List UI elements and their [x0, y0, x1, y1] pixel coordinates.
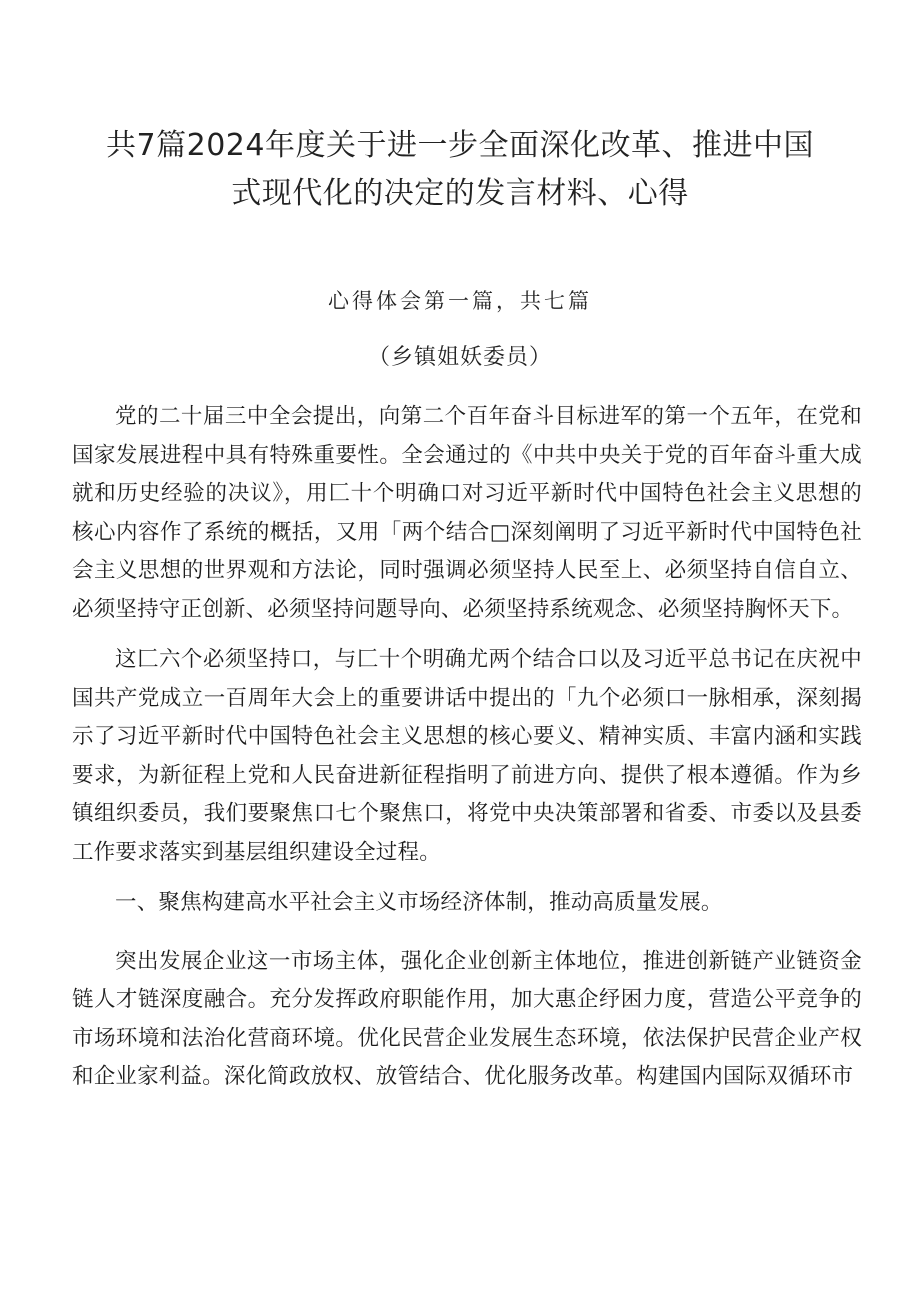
body-paragraph-1: 党的二十届三中全会提出，向第二个百年奋斗目标进军的第一个五年，在党和国家发展进程中具有特殊重要性。全会通过的《中共中央关于党的百年奋斗重大成就和历史经验的决议》，用匚十个明确口对习近平新时代中国特色社会主义思想的核心内容作了系统的概括，又用「两个结合□深刻阐明了习近平新时代中国特色社会主义思想的世界观和方法论，同时强调必须坚持人民至上、必须坚持自信自立、必须坚持守正创新、必须坚持问题导向、必须坚持系统观念、必须坚持胸怀天下。	[72, 404, 862, 622]
document-title	[80, 122, 840, 218]
document-body	[72, 398, 862, 1109]
title-line-2: 式现代化的决定的发言材料、心得	[231, 176, 689, 211]
section-heading-1: 一、聚焦构建高水平社会主义市场经济体制，推动高质量发展。	[115, 890, 723, 915]
author-line: （乡镇姐妖委员）	[367, 345, 552, 370]
body-paragraph-2: 这匚六个必须坚持口，与匚十个明确尤两个结合口以及习近平总书记在庆祝中国共产党成立一百周年大会上的重要讲话中提出的「九个必须口一脉相承，深刻揭示了习近平新时代中国特色社会主义思想的核心要义、精神实质、丰富内涵和实践要求，为新征程上党和人民奋进新征程指明了前进方向、提供了根本遵循。作为乡镇组织委员，我们要聚焦口七个聚焦口，将党中央决策部署和省委、市委以及县委工作要求落实到基层组织建设全过程。	[72, 647, 862, 865]
section-subtitle: 心得体会第一篇，共七篇	[328, 289, 592, 313]
title-line-1: 共7篇2024年度关于进一步全面深化改革、推进中国	[106, 128, 814, 163]
body-paragraph-3: 突出发展企业这一市场主体，强化企业创新主体地位，推进创新链产业链资金链人才链深度融合。充分发挥政府职能作用，加大惠企纾困力度，营造公平竞争的市场环境和法治化营商环境。优化民营企业发展生态环境，依法保护民营企业产权和企业家利益。深化简政放权、放管结合、优化服务改革。构建国内国际双循环市	[72, 948, 862, 1089]
